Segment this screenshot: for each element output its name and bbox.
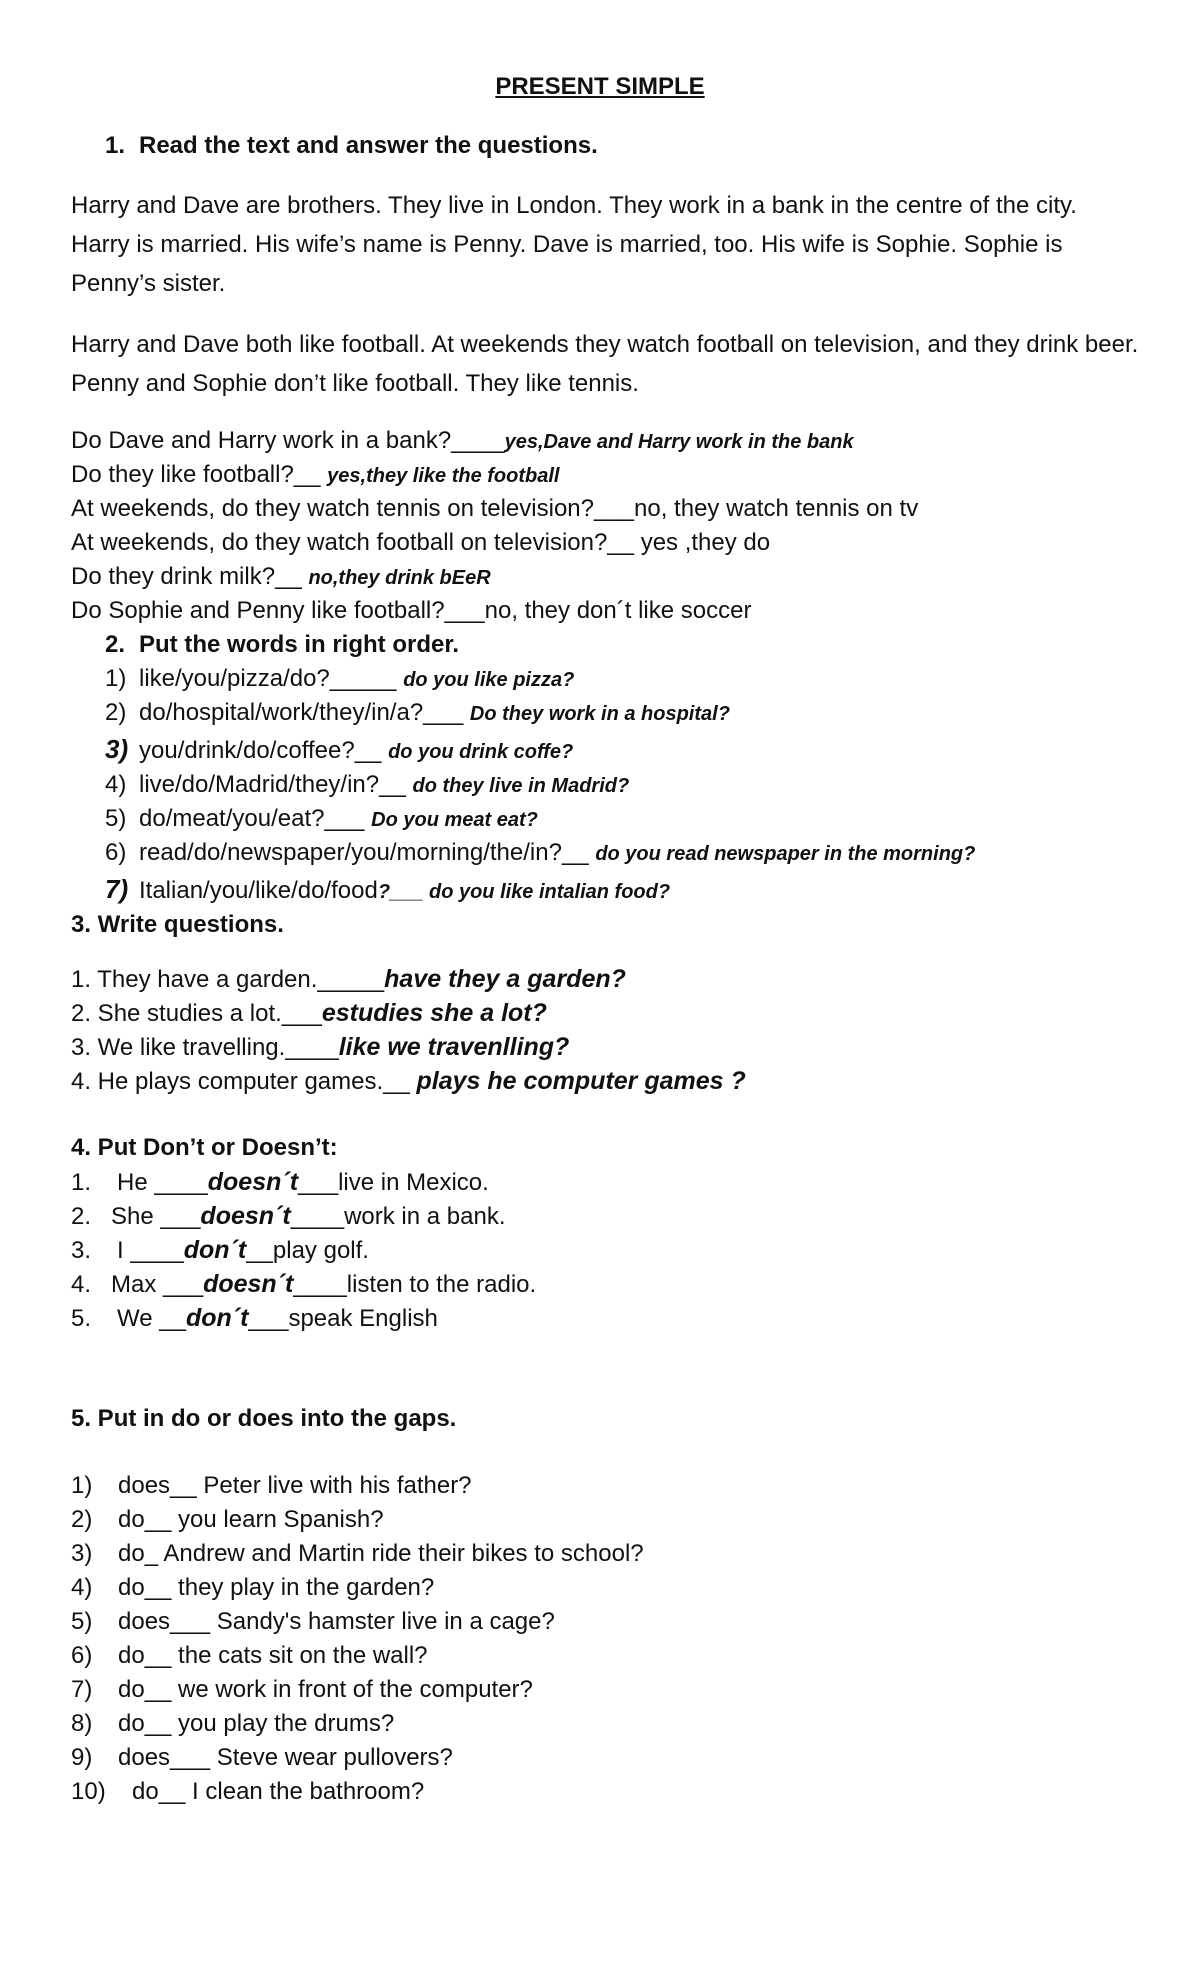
item-prefix: I ____ <box>117 1237 184 1264</box>
item-answer: plays he computer games ? <box>416 1067 746 1095</box>
item-prompt: 3. We like travelling.____ <box>71 1034 339 1061</box>
question-text: Do they like football?__ <box>71 461 328 488</box>
answer-text: yes,Dave and Harry work in the bank <box>504 431 854 453</box>
item-number: 9) <box>71 1744 93 1771</box>
qa-line <box>71 528 770 558</box>
list-item <box>71 1269 536 1300</box>
list-item <box>71 1471 472 1501</box>
item-suffix: ___speak English <box>248 1305 438 1332</box>
list-item <box>71 1167 489 1198</box>
list-item <box>71 1235 369 1266</box>
item-number: 4. <box>71 1271 92 1298</box>
section-heading-text: Put the words in right order. <box>139 631 460 658</box>
list-item <box>71 1709 394 1739</box>
section-5-heading: 5. Put in do or does into the gaps. <box>71 1405 457 1432</box>
item-prompt: do/meat/you/eat?___ <box>139 805 372 832</box>
list-item <box>71 1201 506 1232</box>
qa-line <box>71 562 491 593</box>
question-text: Do Dave and Harry work in a bank?____ <box>71 427 505 454</box>
question-text: At weekends, do they watch tennis on television?___no, they watch tennis on tv <box>71 495 919 522</box>
item-prompt: read/do/newspaper/you/morning/the/in?__ <box>139 839 596 866</box>
item-answer: ?___ do you like intalian food? <box>377 881 671 903</box>
item-prefix: He ____ <box>117 1169 208 1196</box>
item-suffix: ____listen to the radio. <box>293 1271 537 1298</box>
item-answer: doesn´t <box>203 1270 294 1298</box>
list-item <box>105 770 629 801</box>
item-text: does___ Steve wear pullovers? <box>118 1744 453 1771</box>
item-number: 6) <box>71 1642 93 1669</box>
item-text: do__ we work in front of the computer? <box>118 1676 533 1703</box>
qa-line <box>71 596 751 626</box>
list-item <box>71 1777 424 1807</box>
list-item <box>71 1641 428 1671</box>
item-number: 1. <box>71 1169 92 1196</box>
list-item <box>71 998 547 1029</box>
list-item <box>71 964 626 995</box>
item-prefix: We __ <box>117 1305 186 1332</box>
section-4-heading: 4. Put Don’t or Doesn’t: <box>71 1134 338 1161</box>
list-item <box>71 1573 434 1603</box>
item-text: does__ Peter live with his father? <box>118 1472 472 1499</box>
item-answer: do you like pizza? <box>403 669 575 691</box>
answer-text: no,they drink bEeR <box>308 567 491 589</box>
reading-paragraph-2: Harry and Dave both like football. At weekends they watch football on television, and they drink beer. Penny and Sophie don’t like football. They like tennis. <box>71 331 1139 397</box>
list-item <box>71 1539 644 1569</box>
item-text: do__ you play the drums? <box>118 1710 395 1737</box>
list-item <box>105 874 670 907</box>
qa-line <box>71 460 559 491</box>
item-number: 8) <box>71 1710 93 1737</box>
item-text: do_ Andrew and Martin ride their bikes to school? <box>118 1540 644 1567</box>
item-number: 4) <box>105 771 127 798</box>
item-prompt: Italian/you/like/do/food <box>139 877 378 904</box>
item-suffix: ____work in a bank. <box>290 1203 506 1230</box>
item-text: do__ the cats sit on the wall? <box>118 1642 428 1669</box>
item-number: 2. <box>71 1203 92 1230</box>
item-prompt: do/hospital/work/they/in/a?___ <box>139 699 470 726</box>
item-number: 5) <box>71 1608 93 1635</box>
item-answer: don´t <box>185 1304 249 1332</box>
item-number: 10) <box>71 1778 106 1805</box>
item-suffix: __play golf. <box>246 1237 369 1264</box>
list-item <box>71 1303 438 1334</box>
item-prompt: like/you/pizza/do?_____ <box>139 665 404 692</box>
list-item <box>105 838 975 869</box>
item-text: do__ you learn Spanish? <box>118 1506 384 1533</box>
list-item <box>71 1607 555 1637</box>
item-prompt: live/do/Madrid/they/in?__ <box>139 771 413 798</box>
item-prompt: 2. She studies a lot.___ <box>71 1000 322 1027</box>
item-answer: Do you meat eat? <box>371 809 538 831</box>
item-number: 4) <box>71 1574 93 1601</box>
item-number: 7) <box>105 874 129 904</box>
item-answer: like we travenlling? <box>338 1033 570 1061</box>
question-text: Do they drink milk?__ <box>71 563 309 590</box>
list-item <box>105 804 538 835</box>
page-title: PRESENT SIMPLE <box>495 73 705 100</box>
item-prompt: you/drink/do/coffee?__ <box>139 737 389 764</box>
reading-paragraph-1: Harry and Dave are brothers. They live in London. They work in a bank in the centre of the city. Harry is married. His wife’s name is Penny. Dave is married, too. His wife is Sophie. Sophie is Penny’s sister. <box>71 192 1077 297</box>
question-text: At weekends, do they watch football on television?__ yes ,they do <box>71 529 771 556</box>
item-answer: Do they work in a hospital? <box>469 703 730 725</box>
list-item <box>71 1675 533 1705</box>
section-2-heading <box>105 630 459 660</box>
item-number: 3. <box>71 1237 92 1264</box>
item-prefix: Max ___ <box>111 1271 204 1298</box>
item-answer: doesn´t <box>207 1168 299 1196</box>
qa-line <box>71 494 918 524</box>
item-number: 3) <box>105 734 129 764</box>
item-answer: have they a garden? <box>384 965 626 993</box>
qa-line <box>71 426 854 457</box>
item-prefix: She ___ <box>111 1203 201 1230</box>
item-answer: doesn´t <box>200 1202 291 1230</box>
item-answer: do you drink coffe? <box>388 741 574 763</box>
item-text: do__ they play in the garden? <box>118 1574 435 1601</box>
item-answer: don´t <box>183 1236 247 1264</box>
section-number: 2. <box>105 631 126 658</box>
list-item <box>105 698 730 729</box>
list-item <box>105 664 574 695</box>
section-number: 1. <box>105 132 126 159</box>
item-number: 3) <box>71 1540 93 1567</box>
item-prompt: 1. They have a garden._____ <box>71 966 385 993</box>
item-prompt: 4. He plays computer games.__ <box>71 1068 417 1095</box>
list-item <box>71 1505 384 1535</box>
item-answer: do you read newspaper in the morning? <box>595 843 976 865</box>
item-number: 2) <box>71 1506 93 1533</box>
item-number: 7) <box>71 1676 93 1703</box>
item-number: 2) <box>105 699 127 726</box>
list-item <box>71 1743 453 1773</box>
item-text: does___ Sandy's hamster live in a cage? <box>118 1608 555 1635</box>
item-number: 6) <box>105 839 127 866</box>
item-answer: do they live in Madrid? <box>412 775 630 797</box>
item-text: do__ I clean the bathroom? <box>132 1778 425 1805</box>
section-3-heading: 3. Write questions. <box>71 911 284 938</box>
list-item <box>71 1032 569 1063</box>
item-number: 5) <box>105 805 127 832</box>
list-item <box>71 1066 746 1097</box>
item-number: 5. <box>71 1305 92 1332</box>
item-answer: estudies she a lot? <box>321 999 547 1027</box>
item-number: 1) <box>105 665 127 692</box>
question-text: Do Sophie and Penny like football?___no, they don´t like soccer <box>71 597 752 624</box>
answer-text: yes,they like the football <box>327 465 560 487</box>
item-number: 1) <box>71 1472 93 1499</box>
section-1-heading <box>105 131 598 161</box>
item-suffix: ___live in Mexico. <box>298 1169 489 1196</box>
list-item <box>105 734 573 767</box>
section-heading-text: Read the text and answer the questions. <box>139 132 598 159</box>
